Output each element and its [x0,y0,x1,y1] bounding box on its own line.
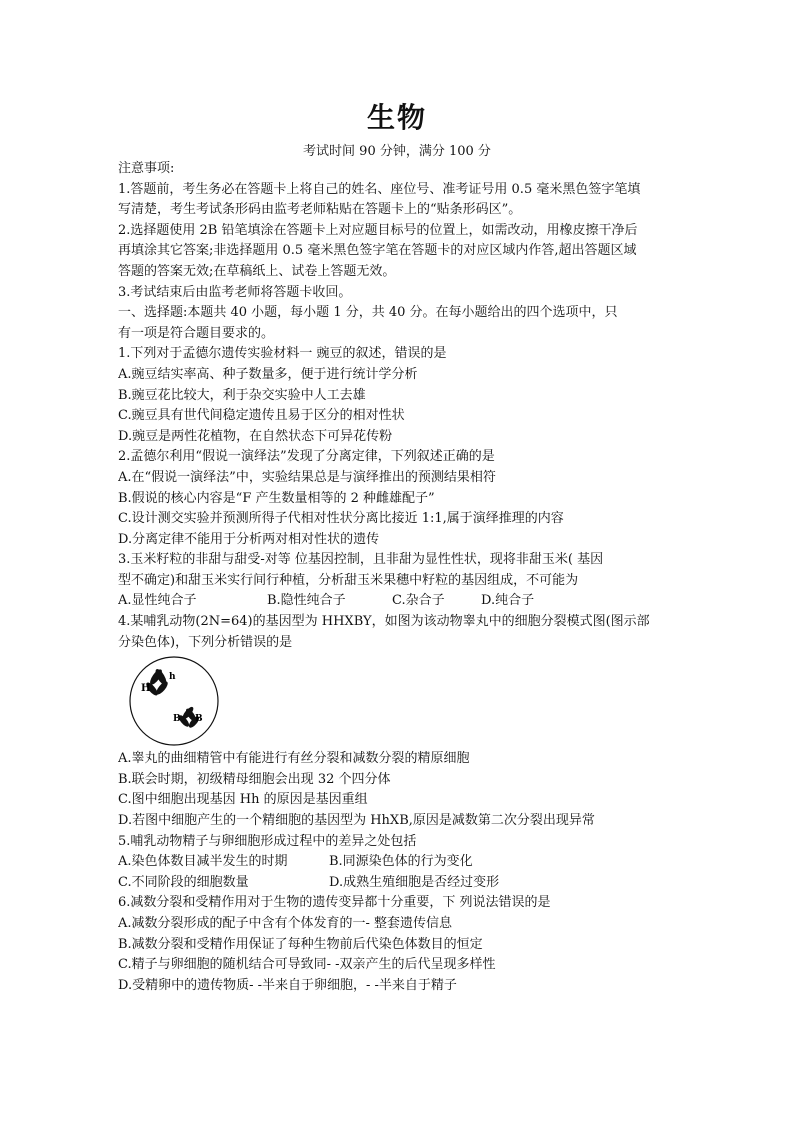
question-4-option-b: B.联会时期，初级精母细胞会出现 32 个四分体 [118,771,391,787]
question-2-option-d: D.分离定律不能用于分析两对相对性状的遗传 [118,531,380,547]
question-5-option-a: A.染色体数目减半发生的时期 [118,854,288,870]
question-3-option-d: D.纯合子 [481,593,535,609]
question-1-option-d: D.豌豆是两性花植物，在自然状态下可异花传粉 [118,428,393,444]
question-1-stem: 1.下列对于孟德尔遗传实验材料一 豌豆的叙述，错误的是 [118,346,447,362]
note-1-line-1: 1.答题前，考生务必在答题卡上将自己的姓名、座位号、准考证号用 0.5 毫米黑色签字笔填 [118,181,641,197]
question-1-option-c: C.豌豆具有世代间稳定遗传且易于区分的相对性状 [118,408,405,424]
question-6-option-a: A.减数分裂形成的配子中含有个体发育的一- 整套遗传信息 [118,916,453,931]
section-heading-line-2: 有一项是符合题目要求的。 [118,325,275,341]
question-3-option-b: B.隐性纯合子 [267,593,346,609]
question-5-options-row-2 [118,873,688,894]
question-3-option-a: A.显性纯合子 [118,593,197,609]
exam-body [118,159,688,996]
note-2-line-1: 2.选择题使用 2B 铅笔填涂在答题卡上对应题目标号的位置上，如需改动，用橡皮擦干净后 [118,222,638,238]
cell-diagram [128,655,228,747]
note-2-line-3: 答题的答案无效;在草稿纸上、试卷上答题无效。 [118,263,396,279]
section-heading-line-1: 一、选择题:本题共 40 小题，每小题 1 分，共 40 分。在每小题给出的四个选项中，只 [118,305,618,321]
question-3-option-c: C.杂合子 [392,593,445,609]
question-4-stem-line-1: 4.某哺乳动物(2N=64)的基因型为 HHXBY，如图为该动物睾丸中的细胞分裂模式图(图示部 [118,614,650,630]
question-1-option-a: A.豌豆结实率高、种子数量多，便于进行统计学分析 [118,366,418,382]
question-4-option-c: C.图中细胞出现基因 Hh 的原因是基因重组 [118,792,368,808]
cell-membrane [130,657,218,745]
exam-info: 考试时间 90 分钟，满分 100 分 [303,144,491,159]
question-2-option-a: A.在“假说一演绎法”中，实验结果总是与演绎推出的预测结果相符 [118,469,496,485]
question-5-option-c: C.不同阶段的细胞数量 [118,874,249,890]
question-5-option-d: D.成熟生殖细胞是否经过变形 [329,874,500,890]
question-2-option-c: C.设计测交实验并预测所得子代相对性状分离比接近 1:1,属于演绎推理的内容 [118,511,564,527]
gene-label-B-right: B [195,714,203,725]
page-title: 生物 [366,101,427,134]
question-4-stem-line-2: 分染色体)，下列分析错误的是 [118,634,293,650]
question-5-options-row-1 [118,852,688,873]
question-4-option-a: A.睾丸的曲细精管中有能进行有丝分裂和减数分裂的精原细胞 [118,751,470,767]
question-6-option-c: C.精子与卵细胞的随机结合可导致同- -双亲产生的后代呈现多样性 [118,957,496,973]
cell-division-figure [118,653,688,749]
question-4-option-d: D.若图中细胞产生的一个精细胞的基因型为 HhXB,原因是减数第二次分裂出现异常 [118,813,595,829]
question-5-stem: 5.哺乳动物精子与卵细胞形成过程中的差异之处包括 [118,833,417,849]
gene-label-B-left: B [173,714,181,725]
gene-label-H: H [141,683,151,695]
gene-label-h: h [169,672,176,683]
question-2-option-b: B.假说的核心内容是“F 产生数量相等的 2 种雌雄配子” [118,490,435,506]
question-6-option-b: B.减数分裂和受精作用保证了每种生物前后代染色体数目的恒定 [118,936,483,952]
question-3-stem-line-2: 型不确定)和甜玉米实行间行种植，分析甜玉米果穗中籽粒的基因组成，不可能为 [118,572,579,588]
question-3-options [118,591,688,612]
note-3: 3.考试结束后由监考老师将答题卡收回。 [118,284,352,300]
question-5-option-b: B.同源染色体的行为变化 [329,854,473,870]
question-6-stem: 6.减数分裂和受精作用对于生物的遗传变异都十分重要，下 列说法错误的是 [118,895,551,911]
question-3-stem-line-1: 3.玉米籽粒的非甜与甜受-对等 位基因控制，且非甜为显性性状，现将非甜玉米( 基因 [118,552,604,568]
question-1-option-b: B.豌豆花比较大，利于杂交实验中人工去雄 [118,387,366,403]
question-2-stem: 2.孟德尔利用“假说一演绎法”发现了分离定律，下列叙述正确的是 [118,449,495,465]
note-2-line-2: 再填涂其它答案;非选择题用 0.5 毫米黑色签字笔在答题卡的对应区域内作答,超出答题区域 [118,243,637,259]
note-1-line-2: 写清楚，考生考试条形码由监考老师粘贴在答题卡上的“贴条形码区”。 [118,202,522,218]
notes-heading: 注意事项: [118,161,175,176]
question-6-option-d: D.受精卵中的遗传物质- -半来自于卵细胞，- -半来自于精子 [118,977,457,993]
